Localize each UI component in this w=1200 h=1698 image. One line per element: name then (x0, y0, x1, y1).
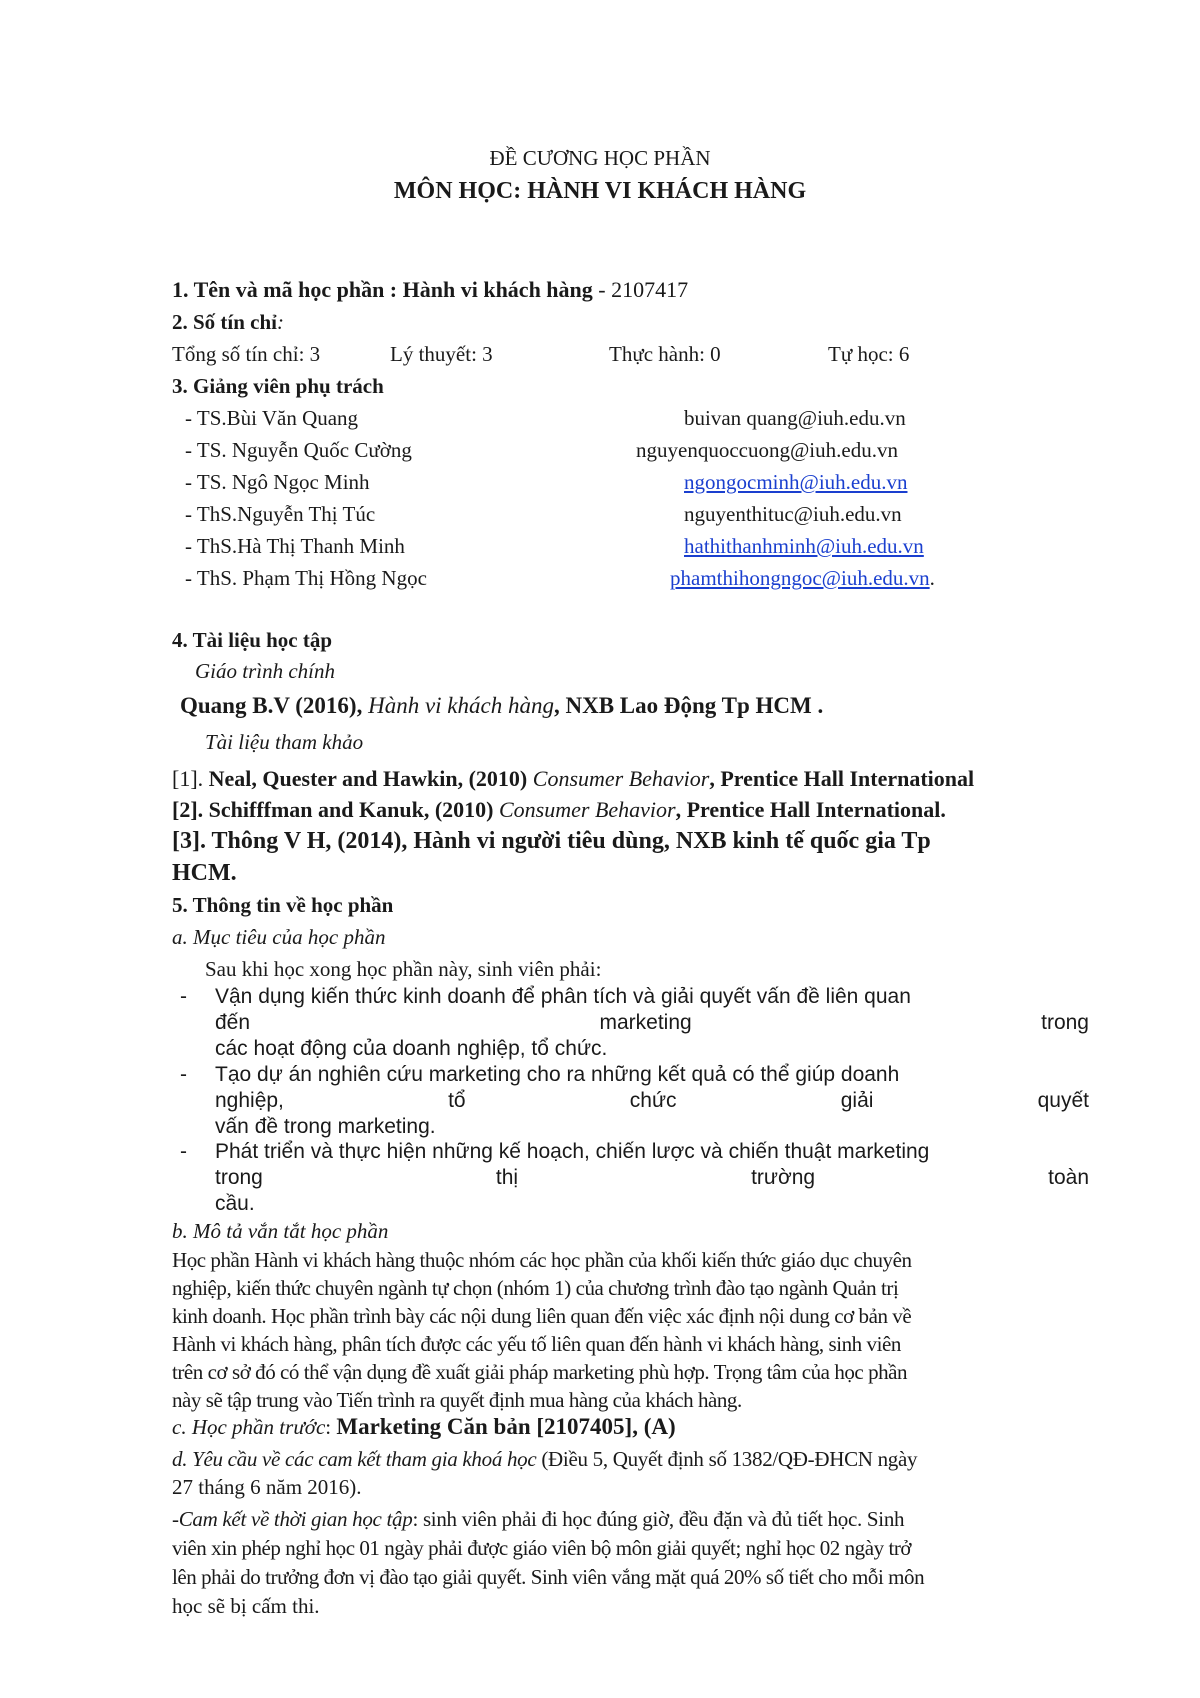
goal-bullet: - (180, 1063, 187, 1086)
reference-publisher: , Prentice Hall International. (675, 797, 946, 822)
goal-word: marketing (599, 1011, 692, 1034)
credits-total: Tổng số tín chỉ: 3 (172, 342, 321, 366)
reference-number: [1]. (172, 766, 209, 791)
goal-word: thị (495, 1166, 519, 1189)
time-commitment-label: -Cam kết về thời gian học tập (172, 1507, 413, 1531)
lecturer-email: nguyenthituc@iuh.edu.vn (684, 502, 902, 526)
section-2-label: 2. Số tín chỉ (172, 310, 278, 334)
lecturer-name: - TS. Nguyễn Quốc Cường (185, 438, 412, 462)
lecturer-email-row (670, 566, 935, 591)
goal-word: đến (215, 1011, 251, 1034)
goal-3-line-2 (215, 1166, 1089, 1190)
main-textbook-label: Giáo trình chính (195, 659, 335, 683)
section-5d-text: (Điều 5, Quyết định số 1382/QĐ-ĐHCN ngày (536, 1447, 918, 1471)
description-line: Hành vi khách hàng, phân tích được các yếu tố liên quan đến hành vi khách hàng, sinh viên (172, 1332, 901, 1356)
section-5b-label: b. Mô tả vắn tắt học phần (172, 1219, 389, 1243)
time-commitment-line: lên phải do trưởng đơn vị đào tạo giải quyết. Sinh viên vắng mặt quá 20% số tiết cho mỗi môn (172, 1565, 925, 1589)
section-5d-text-line-2: 27 tháng 6 năm 2016). (172, 1475, 362, 1499)
goals-intro: Sau khi học xong học phần này, sinh viên phải: (205, 957, 602, 981)
lecturer-email: buivan quang@iuh.edu.vn (684, 406, 906, 430)
section-2-heading (172, 310, 284, 335)
section-3-label: 3. Giảng viên phụ trách (172, 374, 384, 398)
time-commitment-line: học sẽ bị cấm thi. (172, 1594, 320, 1618)
lecturer-name: - ThS.Hà Thị Thanh Minh (185, 534, 405, 558)
reference-authors: Neal, Quester and Hawkin, (2010) (208, 766, 533, 791)
section-5d-label: d. Yêu cầu về các cam kết tham gia khoá học (172, 1447, 537, 1471)
credits-theory: Lý thuyết: 3 (390, 342, 493, 366)
lecturer-email-link[interactable]: phamthihongngoc@iuh.edu.vn (670, 566, 930, 590)
section-5c-prerequisite (172, 1414, 676, 1440)
reference-title: Consumer Behavior (532, 766, 710, 791)
goal-bullet: - (180, 1140, 187, 1163)
reference-publisher: , Prentice Hall International (709, 766, 975, 791)
course-separator: - (592, 277, 612, 302)
reference-item-3-line-2: HCM. (172, 860, 237, 886)
reference-number: [2]. (172, 797, 209, 822)
goal-2-line-2 (215, 1089, 1089, 1113)
goal-1-line-1: Vận dụng kiến thức kinh doanh để phân tích và giải quyết vấn đề liên quan (215, 985, 911, 1008)
reference-authors: Schifffman and Kanuk, (2010) (208, 797, 499, 822)
section-5c-label: c. Học phần trước (172, 1415, 326, 1439)
goal-3-line-1: Phát triển và thực hiện những kế hoạch, chiến lược và chiến thuật marketing (215, 1140, 930, 1163)
course-title: MÔN HỌC: HÀNH VI KHÁCH HÀNG (393, 178, 807, 204)
document-type-heading: ĐỀ CƯƠNG HỌC PHẦN (489, 146, 711, 170)
course-code: 2107417 (611, 277, 689, 302)
section-5-label: 5. Thông tin về học phần (172, 893, 394, 917)
section-5d-requirements (172, 1447, 917, 1472)
section-1-course-name-code (172, 277, 688, 303)
goal-word: trong (1041, 1011, 1089, 1034)
reference-item-2 (172, 797, 946, 823)
description-line: trên cơ sở đó có thể vận dụng đề xuất giải pháp marketing phù hợp. Trọng tâm của học phần (172, 1360, 908, 1384)
lecturer-email: nguyenquoccuong@iuh.edu.vn (636, 438, 898, 462)
description-line: Học phần Hành vi khách hàng thuộc nhóm các học phần của khối kiến thức giáo dục chuyên (172, 1248, 912, 1272)
main-ref-publisher: , NXB Lao Động Tp HCM . (553, 693, 824, 718)
description-line: này sẽ tập trung vào Tiến trình ra quyết định mua hàng của khách hàng. (172, 1388, 742, 1412)
main-ref-author: Quang B.V (2016), (180, 693, 369, 718)
time-commitment-line: viên xin phép nghỉ học 01 ngày phải được giáo viên bộ môn giải quyết; nghỉ học 02 ngày trở (172, 1536, 912, 1560)
goal-2-line-1: Tạo dự án nghiên cứu marketing cho ra những kết quả có thể giúp doanh (215, 1063, 900, 1086)
description-line: kinh doanh. Học phần trình bày các nội dung liên quan đến việc xác định nội dung cơ bản về (172, 1304, 912, 1328)
goal-bullet: - (180, 985, 187, 1008)
section-1-label: 1. Tên và mã học phần : (172, 277, 403, 302)
goal-word: quyết (1037, 1089, 1089, 1112)
goal-1-line-3: các hoạt động của doanh nghiệp, tổ chức. (215, 1037, 608, 1060)
section-5a-label: a. Mục tiêu của học phần (172, 925, 386, 949)
goal-word: giải (840, 1089, 874, 1112)
goal-word: tổ (448, 1089, 466, 1112)
goal-word: trong (215, 1166, 263, 1189)
prerequisite-course: Marketing Căn bản [2107405], (A) (336, 1414, 676, 1439)
goal-1-line-2 (215, 1011, 1089, 1035)
goal-2-line-3: vấn đề trong marketing. (215, 1115, 436, 1138)
lecturer-name: - ThS.Nguyễn Thị Túc (185, 502, 376, 526)
reference-item-1 (172, 766, 974, 792)
goal-3-line-3: cầu. (215, 1192, 255, 1215)
goal-word: nghiệp, (215, 1089, 284, 1112)
description-line: nghiệp, kiến thức chuyên ngành tự chọn (nhóm 1) của chương trình đào tạo ngành Quản trị (172, 1276, 899, 1300)
lecturer-name: - ThS. Phạm Thị Hồng Ngọc (185, 566, 427, 590)
main-textbook-reference (180, 693, 823, 719)
lecturer-email-link[interactable]: ngongocminh@iuh.edu.vn (684, 470, 908, 494)
time-commitment-text: : sinh viên phải đi học đúng giờ, đều đặn và đủ tiết học. Sinh (412, 1507, 905, 1531)
section-2-colon: : (277, 310, 285, 334)
goal-word: toàn (1048, 1166, 1089, 1189)
references-label: Tài liệu tham khảo (205, 730, 364, 754)
time-commitment (172, 1507, 904, 1532)
goal-word: trường (751, 1166, 816, 1189)
credits-self-study: Tự học: 6 (828, 342, 910, 366)
lecturer-name: - TS.Bùi Văn Quang (185, 406, 359, 430)
course-name: Hành vi khách hàng (402, 277, 593, 302)
lecturer-email-link[interactable]: hathithanhminh@iuh.edu.vn (684, 534, 924, 558)
section-5c-colon: : (325, 1415, 337, 1439)
credits-practice: Thực hành: 0 (609, 342, 721, 366)
section-4-label: 4. Tài liệu học tập (172, 628, 333, 652)
main-ref-title: Hành vi khách hàng (368, 693, 554, 718)
reference-title: Consumer Behavior (499, 797, 676, 822)
lecturer-name: - TS. Ngô Ngọc Minh (185, 470, 370, 494)
goal-word: chức (629, 1089, 677, 1112)
reference-item-3-line-1: [3]. Thông V H, (2014), Hành vi người tiêu dùng, NXB kinh tế quốc gia Tp (172, 828, 931, 854)
email-trailing-period: . (929, 566, 935, 590)
